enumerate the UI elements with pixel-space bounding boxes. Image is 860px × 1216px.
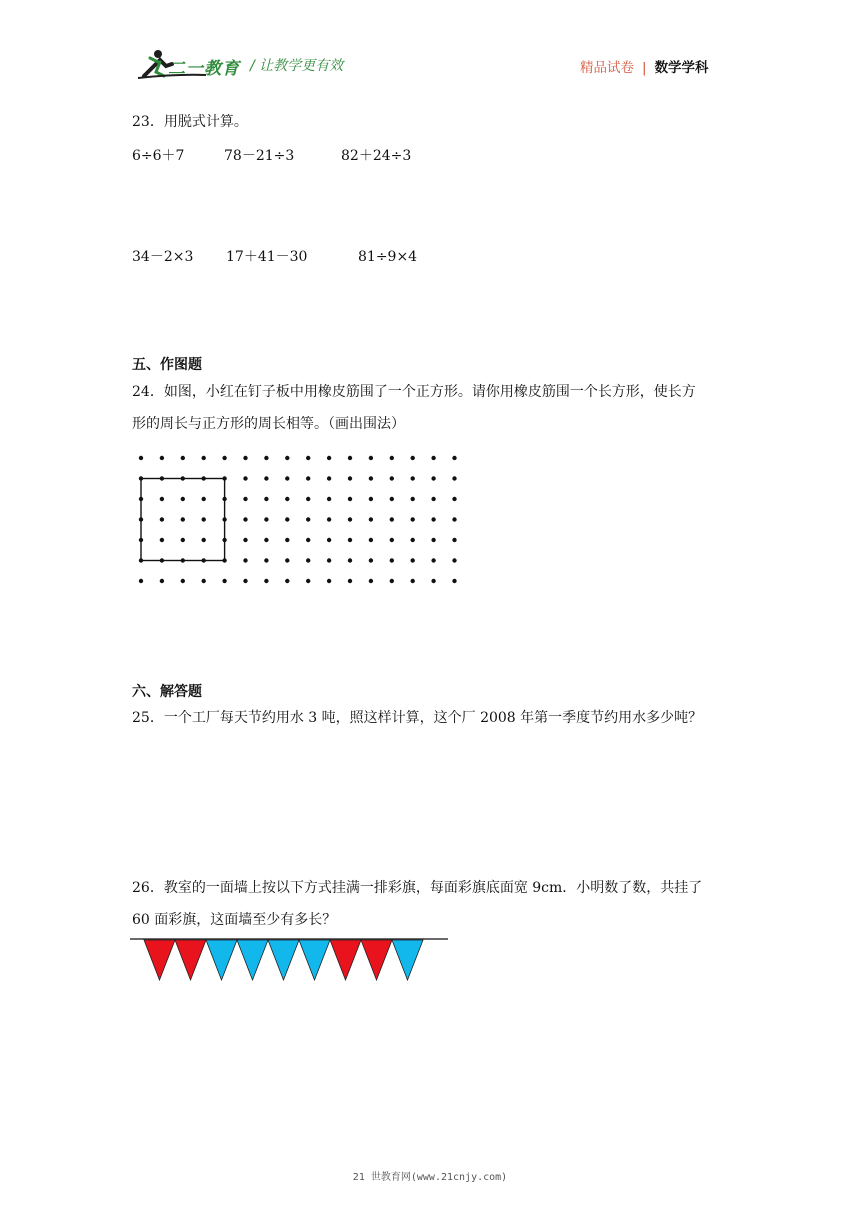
q23-expr-5: 17＋41－30	[226, 249, 308, 265]
peg-dot	[222, 579, 226, 583]
section6-heading: 六、解答题	[132, 684, 202, 700]
peg-dot	[139, 456, 143, 460]
peg-dot	[181, 497, 185, 501]
peg-dot	[390, 497, 394, 501]
peg-dot	[285, 538, 289, 542]
peg-dot	[327, 579, 331, 583]
peg-dot	[411, 538, 415, 542]
peg-dot	[243, 558, 247, 562]
peg-dot	[431, 456, 435, 460]
peg-dot	[348, 497, 352, 501]
peg-dot	[452, 476, 456, 480]
peg-dot	[160, 497, 164, 501]
peg-dot	[222, 517, 226, 521]
peg-dot	[327, 517, 331, 521]
peg-dot	[222, 476, 226, 480]
peg-dot	[327, 558, 331, 562]
peg-dot	[306, 517, 310, 521]
flag-banner-figure	[128, 934, 452, 984]
peg-dot	[390, 579, 394, 583]
peg-dot	[181, 579, 185, 583]
peg-dot	[390, 558, 394, 562]
q23-expr-4: 34－2×3	[132, 249, 194, 265]
peg-dot	[306, 456, 310, 460]
subject-label: 数学学科	[654, 60, 709, 76]
peg-dot	[202, 476, 206, 480]
q26-text-line1: 26．教室的一面墙上按以下方式挂满一排彩旗，每面彩旗底面宽 9cm．小明数了数，共挂了	[132, 880, 703, 896]
peg-dot	[348, 558, 352, 562]
peg-dot	[411, 476, 415, 480]
q24-text-line1: 24．如图，小红在钉子板中用橡皮筋围了一个正方形。请你用橡皮筋围一个长方形，使长方	[132, 384, 696, 400]
peg-dot	[160, 538, 164, 542]
peg-dot	[181, 476, 185, 480]
peg-dot	[264, 558, 268, 562]
peg-dot	[243, 538, 247, 542]
peg-dot	[348, 476, 352, 480]
pennant-flag	[268, 940, 299, 980]
peg-dot	[243, 517, 247, 521]
pennant-flag	[392, 940, 423, 980]
peg-dot	[243, 456, 247, 460]
peg-dot	[264, 538, 268, 542]
peg-dot	[160, 517, 164, 521]
peg-dot	[160, 456, 164, 460]
peg-dot	[452, 558, 456, 562]
peg-dot	[390, 517, 394, 521]
q24-text-line2: 形的周长与正方形的周长相等。（画出围法）	[132, 416, 405, 432]
paper-tag: 精品试卷	[580, 60, 634, 76]
peg-dot	[139, 517, 143, 521]
peg-dot	[139, 497, 143, 501]
section5-heading: 五、作图题	[132, 357, 202, 373]
peg-dot	[369, 558, 373, 562]
peg-dot	[348, 538, 352, 542]
peg-dot	[139, 476, 143, 480]
peg-dot	[160, 579, 164, 583]
peg-dot	[243, 476, 247, 480]
q23-expr-3: 82＋24÷3	[341, 148, 412, 164]
peg-dot	[306, 497, 310, 501]
peg-dot	[243, 579, 247, 583]
header-right	[580, 56, 709, 76]
peg-dot	[285, 579, 289, 583]
peg-dot	[452, 497, 456, 501]
peg-dot	[181, 538, 185, 542]
peg-dot	[285, 476, 289, 480]
pennant-flag	[237, 940, 268, 980]
peg-dot	[411, 579, 415, 583]
peg-dot	[264, 456, 268, 460]
peg-dot	[202, 579, 206, 583]
peg-dot	[327, 538, 331, 542]
peg-dot	[452, 456, 456, 460]
peg-dot	[348, 517, 352, 521]
peg-dot	[390, 456, 394, 460]
slogan: / 让教学更有效	[250, 58, 344, 74]
pennant-flag	[175, 940, 206, 980]
q23-expr-2: 78－21÷3	[224, 148, 295, 164]
peg-dot	[243, 497, 247, 501]
peg-dot	[452, 538, 456, 542]
peg-dot	[202, 497, 206, 501]
peg-dot	[160, 476, 164, 480]
peg-dot	[411, 558, 415, 562]
peg-dot	[139, 579, 143, 583]
peg-dot	[369, 456, 373, 460]
peg-dot	[285, 497, 289, 501]
peg-dot	[431, 476, 435, 480]
peg-dot	[431, 497, 435, 501]
peg-dot	[202, 538, 206, 542]
pennant-flag	[206, 940, 237, 980]
q26-text-line2: 60 面彩旗，这面墙至少有多长？	[132, 912, 337, 928]
peg-board-figure	[128, 448, 468, 594]
peg-dot	[264, 579, 268, 583]
peg-dot	[452, 517, 456, 521]
q23-title: 23．用脱式计算。	[132, 114, 248, 130]
peg-dot	[390, 538, 394, 542]
peg-dot	[369, 579, 373, 583]
peg-dot	[139, 538, 143, 542]
peg-dot	[222, 558, 226, 562]
peg-dot	[327, 456, 331, 460]
peg-dot	[369, 538, 373, 542]
peg-dot	[306, 579, 310, 583]
peg-dot	[431, 558, 435, 562]
footer-source: 21 世教育网(www.21cnjy.com)	[352, 1172, 508, 1183]
peg-dot	[369, 476, 373, 480]
peg-dot	[160, 558, 164, 562]
peg-dot	[285, 517, 289, 521]
peg-dot	[327, 497, 331, 501]
peg-dot	[222, 456, 226, 460]
peg-dot	[181, 456, 185, 460]
peg-dot	[222, 497, 226, 501]
peg-dot	[369, 497, 373, 501]
peg-dot	[139, 558, 143, 562]
peg-dot	[306, 538, 310, 542]
q23-expr-6: 81÷9×4	[358, 249, 418, 265]
peg-dot	[348, 456, 352, 460]
brand-name: 二一教育	[168, 59, 240, 79]
q25-text: 25．一个工厂每天节约用水 3 吨，照这样计算，这个厂 2008 年第一季度节约用水多少吨？	[132, 710, 703, 726]
peg-dot	[264, 497, 268, 501]
peg-dot	[181, 558, 185, 562]
peg-dot	[264, 476, 268, 480]
pennant-flag	[144, 940, 175, 980]
pennant-flag	[330, 940, 361, 980]
peg-dot	[202, 558, 206, 562]
peg-dot	[264, 517, 268, 521]
peg-dot	[202, 517, 206, 521]
peg-dot	[431, 579, 435, 583]
peg-dot	[306, 476, 310, 480]
peg-dot	[452, 579, 456, 583]
peg-dot	[431, 538, 435, 542]
peg-dot	[411, 497, 415, 501]
peg-dot	[181, 517, 185, 521]
q23-expr-1: 6÷6＋7	[132, 148, 185, 164]
pennant-flag	[299, 940, 330, 980]
pennant-flag	[361, 940, 392, 980]
peg-dot	[411, 456, 415, 460]
peg-dot	[202, 456, 206, 460]
peg-dot	[285, 456, 289, 460]
peg-dot	[390, 476, 394, 480]
peg-dot	[411, 517, 415, 521]
peg-dot	[222, 538, 226, 542]
peg-dot	[327, 476, 331, 480]
peg-dot	[348, 579, 352, 583]
header-separator: |	[642, 60, 647, 76]
peg-dot	[285, 558, 289, 562]
peg-dot	[306, 558, 310, 562]
peg-dot	[431, 517, 435, 521]
peg-dot	[369, 517, 373, 521]
